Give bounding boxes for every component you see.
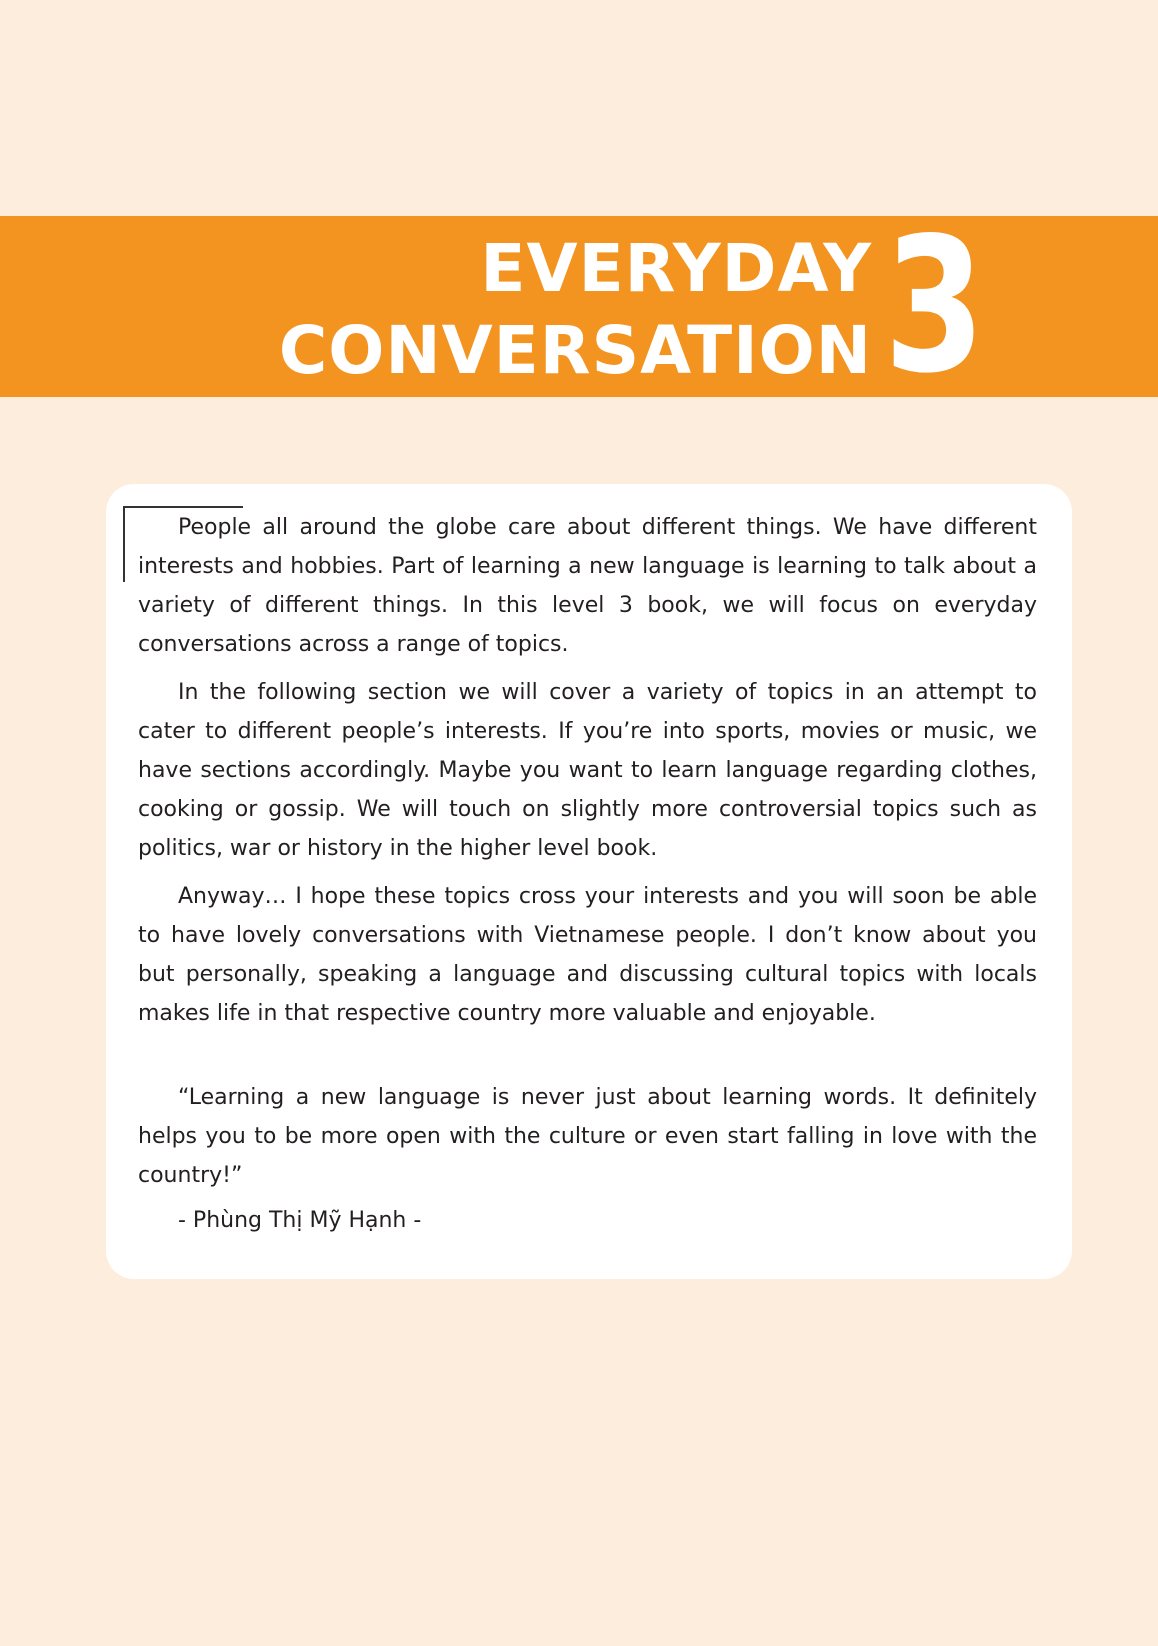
title-line-1: EVERYDAY — [480, 230, 872, 307]
quote-signature: - Phùng Thị Mỹ Hạnh - — [178, 1208, 422, 1233]
quote: “Learning a new language is never just about learning words. It definitely helps you to be more open with the culture or even start falling in love with the country!” — [138, 1085, 1037, 1188]
paragraph-1: People all around the globe care about different things. We have different interests and hobbies. Part of learning a new language is learning to talk about a variety of different things. In this level 3 book, we will focus on everyday conversations across a range of topics. — [138, 515, 1037, 657]
title-line-2: CONVERSATION — [278, 312, 872, 389]
level-number: 3 — [884, 197, 985, 414]
paragraph-2: In the following section we will cover a variety of topics in an attempt to cater to different people’s interests. If you’re into sports, movies or music, we have sections accordingly. Maybe you want to learn language regarding clothes, cooking or gossip. We will touch on slightly more controversial topics such as politics, war or history in the higher level book. — [138, 680, 1037, 861]
paragraph-3: Anyway… I hope these topics cross your interests and you will soon be able to have lovely conversations with Vietnamese people. I don’t know about you but personally, speaking a language and discussing cultural topics with locals makes life in that respective country more valuable and enjoyable. — [138, 884, 1037, 1026]
intro-text — [138, 508, 1037, 1249]
chapter-title — [279, 228, 872, 392]
